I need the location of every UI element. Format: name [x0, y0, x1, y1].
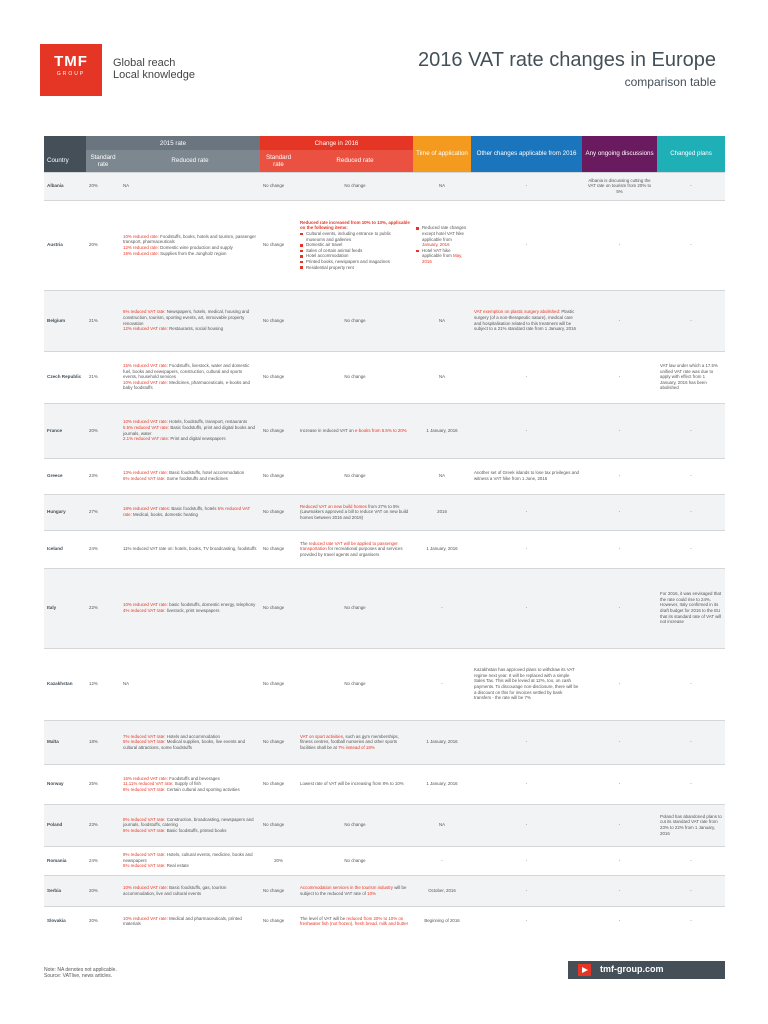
list-item: Sales of certain animal feeds: [300, 248, 410, 254]
header-2015-reduced: Reduced rate: [120, 150, 260, 172]
change-highlight: reduced from 20% to 10% on freshwater fish (not frozen), fresh bread, milk and butter: [300, 915, 409, 927]
changed-plans: VAT law under which a 17.5% unified VAT rate was due to apply with effect from 1 January, 2016 has been abolished: [660, 363, 718, 391]
footnote: [44, 967, 117, 979]
time-text: Reduced rate changes except hotel VAT hike applicable from: [422, 225, 467, 242]
reduced-rate-change: [297, 530, 413, 568]
rate-items: Basic foodstuffs, hotels: [170, 506, 218, 512]
reduced-rate-2015: [120, 804, 260, 846]
rate-items: Newspapers, hotels, medical, housing and construction, tourism, sporting events, art, immovable property renovation: [123, 309, 250, 326]
time-of-application: -: [441, 605, 443, 611]
std-rate-2015: 20%: [89, 887, 98, 893]
time-of-application: -: [441, 681, 443, 687]
reduced-rate-2015: [120, 764, 260, 804]
list-item: Domestic air travel: [300, 242, 410, 248]
other-changes: Another set of Greek islands to lose tax privileges and witness a VAT hike from 1 June, 2016: [474, 470, 579, 481]
changed-plans: -: [690, 781, 692, 787]
reduced-rate-2015: NA: [123, 183, 130, 189]
rate-items: Some foodstuffs and medicines: [165, 476, 228, 481]
rate-label: 10% reduced VAT rate:: [123, 419, 168, 425]
reduced-rate-change: No change: [344, 681, 366, 687]
change-text: The: [300, 540, 309, 546]
table-row-romania: [44, 846, 725, 875]
other-changes: -: [525, 887, 528, 893]
std-rate-2015: 25%: [89, 781, 98, 787]
tagline-line2: Local knowledge: [113, 69, 195, 81]
time-of-application: 1 January, 2016: [426, 546, 458, 552]
ongoing-discussions: -: [618, 857, 621, 863]
other-changes: -: [525, 427, 528, 433]
rate-items: Medical, books, domestic heating: [131, 512, 198, 517]
change-heading: Reduced rate increased from 10% to 13%, applicable on the following items:: [300, 219, 410, 231]
other-changes: -: [525, 918, 528, 924]
rate-label: 2.1% reduced VAT rate:: [123, 436, 170, 442]
change-highlight: 7% instead of 18%: [338, 744, 375, 750]
std-rate-change: No change: [263, 781, 285, 787]
reduced-rate-change: No change: [344, 605, 366, 611]
std-rate-2015: 21%: [89, 374, 98, 380]
country-name: Albania: [47, 183, 64, 189]
table-row-hungary: [44, 494, 725, 530]
rate-items: Foodstuffs, livestock, water and domestic fuel, books and newspapers, construction, cultural and sports events, household services: [123, 363, 250, 380]
header-2016-reduced: Reduced rate: [297, 150, 413, 172]
rate-label: 13% reduced VAT rate:: [123, 470, 168, 476]
rate-items: Medical and pharmaceuticals, printed materials: [123, 915, 242, 927]
country-name: Serbia: [47, 887, 62, 893]
time-of-application: [413, 200, 471, 290]
header-other-changes: Other changes applicable from 2016: [471, 136, 582, 172]
rate-label: 8% reduced VAT rate:: [123, 786, 166, 792]
reduced-rate-change: No change: [344, 374, 366, 380]
reduced-rate-2015: 11% reduced VAT rate on: hotels, books, TV broadcasting, foodstuffs: [123, 546, 257, 552]
table-row-italy: [44, 568, 725, 648]
header-time-of-application: Time of application: [413, 136, 471, 172]
list-item: Residential property rent: [300, 265, 410, 271]
std-rate-2015: 20%: [89, 427, 98, 433]
other-changes: -: [525, 509, 528, 515]
rate-label: 12% reduced rate:: [123, 245, 159, 250]
std-rate-change: No change: [263, 317, 285, 323]
rate-items: livestock, print newspapers: [165, 608, 220, 613]
change-text: Increase in reduced VAT on: [300, 427, 355, 433]
rate-label: 10% reduced rate:: [123, 233, 159, 239]
time-text: Hotel VAT hike applicable from: [422, 247, 454, 259]
reduced-rate-change: [297, 875, 413, 906]
ongoing-discussions: -: [618, 242, 621, 248]
std-rate-change: No change: [263, 427, 285, 433]
country-name: Hungary: [47, 509, 66, 515]
country-name: Romania: [47, 857, 67, 863]
std-rate-2015: 24%: [89, 857, 98, 863]
ongoing-discussions: -: [618, 887, 621, 893]
other-text: Plastic surgery (of a non-therapeutic nature), medical care and hospitalisation related to this treatment will be subject to a 21% standard rate from 1 January, 2016: [474, 309, 576, 332]
other-label: VAT exemption on plastic surgery abolished:: [474, 309, 561, 315]
time-of-application: 2016: [437, 509, 447, 515]
std-rate-change: No change: [263, 605, 285, 611]
rate-label: 19% reduced rate:: [123, 250, 159, 256]
change-highlight: reduced rate VAT will be applied to passenger transportation: [300, 540, 398, 552]
changed-plans: -: [690, 427, 692, 433]
header-ongoing-discussions: Any ongoing discussions: [582, 136, 657, 172]
country-name: Malta: [47, 739, 59, 745]
tmf-logo: [40, 44, 102, 96]
reduced-rate-change: No change: [344, 317, 366, 323]
table-row-greece: [44, 458, 725, 494]
change-text: The level of VAT will be: [300, 915, 347, 921]
other-changes: -: [525, 605, 528, 611]
reduced-rate-2015: [120, 458, 260, 494]
changed-plans: -: [690, 739, 692, 745]
rate-label: 10% reduced VAT rate:: [123, 884, 168, 890]
footer-url[interactable]: tmf-group.com: [600, 964, 664, 974]
header-2015-rate: 2015 rate: [86, 136, 260, 150]
table-row-poland: [44, 804, 725, 846]
rate-items: Foodstuffs and beverages: [167, 775, 220, 781]
rate-items: Foodstuffs, books, hotels and tourism, passenger transport, pharmaceuticals: [123, 233, 256, 245]
other-changes: -: [525, 374, 528, 380]
rate-items: Print and digital newspapers: [169, 436, 226, 442]
ongoing-discussions: -: [618, 918, 621, 924]
rate-label: 5% reduced VAT rate:: [123, 827, 166, 833]
table-row-france: [44, 403, 725, 458]
rate-items: Supply of fish: [173, 781, 201, 787]
other-changes: -: [525, 546, 528, 552]
time-of-application: NA: [438, 822, 446, 828]
time-of-application: 1 January, 2016: [426, 781, 458, 787]
list-item: Hotel accommodation: [300, 253, 410, 259]
rate-items: Hotels, cultural events, medicine, books and newspapers: [123, 852, 253, 863]
header-changed-plans: Changed plans: [657, 136, 725, 172]
rate-label: 15% reduced VAT rate:: [123, 363, 168, 369]
change-text: will be subject to the reduced VAT rate of: [300, 884, 407, 896]
rate-label: 5% reduced VAT rate:: [123, 506, 251, 517]
header-country: Country: [44, 150, 86, 172]
list-item: [416, 225, 468, 247]
reduced-rate-2015: [120, 875, 260, 906]
country-name: Poland: [47, 822, 63, 828]
std-rate-change: No change: [263, 822, 285, 828]
table-row-belgium: [44, 290, 725, 351]
changed-plans: -: [690, 857, 692, 863]
reduced-rate-change: [297, 906, 413, 936]
changed-plans: For 2016, it was envisaged that the rate could rise to 24%. However, Italy confirmed in its draft budget for 2016 to the EU that its standard rate of VAT will not increase: [660, 591, 722, 625]
table-row-slovakia: [44, 906, 725, 936]
ongoing-discussions: -: [618, 681, 621, 687]
std-rate-change: No change: [263, 509, 285, 515]
std-rate-2015: 20%: [89, 918, 98, 924]
std-rate-change: No change: [263, 546, 285, 552]
change-text: for recreational purposes and services provided by travel agents and organisers: [300, 546, 403, 557]
change-highlight: e-books from 5.5% to 20%: [354, 427, 407, 433]
ongoing-discussions: -: [618, 546, 621, 552]
document-subtitle: comparison table: [624, 75, 716, 89]
country-name: Belgium: [47, 317, 66, 323]
reduced-rate-2015: [120, 568, 260, 648]
rate-label: 11.11% reduced VAT rate:: [123, 781, 174, 787]
reduced-rate-change: No change: [344, 822, 366, 828]
other-changes: -: [525, 781, 528, 787]
rate-items: Supplies from the Jungholz region: [158, 250, 227, 256]
std-rate-change: No change: [263, 918, 285, 924]
changed-plans: -: [690, 242, 692, 248]
change-highlight: Reduced VAT on new build homes: [300, 503, 367, 509]
table-row-kazakhstan: [44, 648, 725, 720]
std-rate-2015: 22%: [89, 605, 98, 611]
list-item: Printed books, newspapers and magazines: [300, 259, 410, 265]
std-rate-change: No change: [263, 473, 285, 479]
rate-label: 18% reduced VAT rates:: [123, 506, 171, 512]
changed-plans: -: [690, 509, 692, 515]
reduced-rate-2015: [120, 846, 260, 875]
change-highlight: VAT on sport activities: [300, 733, 343, 739]
time-of-application: -: [441, 857, 443, 863]
time-of-application: Beginning of 2016: [424, 918, 460, 924]
rate-items: Basic foodstuffs, printed books: [165, 827, 227, 833]
other-changes: [471, 290, 582, 351]
other-changes: -: [525, 183, 528, 189]
reduced-rate-change: No change: [344, 183, 366, 189]
ongoing-discussions: -: [618, 374, 621, 380]
std-rate-2015: 23%: [89, 473, 98, 479]
rate-items: Restaurants, social housing: [167, 326, 224, 332]
std-rate-2015: 27%: [89, 509, 98, 515]
reduced-rate-change: No change: [344, 857, 366, 863]
changed-plans: -: [690, 546, 692, 552]
table-row-austria: [44, 200, 725, 290]
tagline-line1: Global reach: [113, 57, 176, 69]
rate-label: 6% reduced VAT rate:: [123, 476, 166, 481]
footnote-na: Note: NA denotes not applicable.: [44, 967, 117, 973]
country-name: Kazakhstan: [47, 681, 73, 687]
other-changes: -: [525, 739, 528, 745]
ongoing-discussions: -: [618, 509, 621, 515]
change-items-list: [300, 231, 410, 270]
rate-items: basic foodstuffs, domestic energy, telephony: [167, 602, 256, 608]
footnote-source: Source: VATlive, news articles.: [44, 973, 113, 979]
std-rate-2015: 20%: [89, 242, 98, 248]
table-row-malta: [44, 720, 725, 764]
std-rate-change: 20%: [274, 857, 283, 863]
std-rate-change: No change: [263, 183, 285, 189]
ongoing-discussions: -: [618, 822, 621, 828]
footer-link[interactable]: [568, 961, 725, 979]
list-item: [416, 248, 468, 265]
header-change-2016: Change in 2016: [260, 136, 413, 150]
rate-items: Basic foodstuffs, gas, tourism accommodation, live and cultural events: [123, 884, 227, 896]
rate-label: 10% reduced VAT rate:: [123, 379, 168, 385]
changed-plans: -: [690, 887, 692, 893]
rate-label: 6% reduced VAT rate:: [123, 309, 166, 315]
rate-items: Certain cultural and sporting activities: [165, 786, 240, 792]
reduced-rate-2015: [120, 290, 260, 351]
std-rate-change: No change: [263, 374, 285, 380]
other-changes: -: [525, 857, 528, 863]
rate-label: 15% reduced VAT rate:: [123, 775, 168, 781]
reduced-rate-2015: [120, 720, 260, 764]
time-of-application: NA: [438, 183, 446, 189]
time-of-application: 1 January, 2016: [426, 427, 458, 433]
country-name: Slovakia: [47, 918, 66, 924]
time-list: [416, 225, 468, 264]
header-2015-standard: Standard rate: [86, 150, 120, 172]
changed-plans: -: [690, 681, 692, 687]
country-name: Iceland: [47, 546, 63, 552]
other-changes: Kazakhstan has approved plans to withdraw its VAT regime next year. It will be replaced with a simple Sales Tax. This will be levied at 12%, too, on cash payments. To discourage non-disclosure, there will be a discount on this for invoices settled by bank transfers - the rate will be 7%: [474, 667, 579, 701]
country-name: Norway: [47, 781, 64, 787]
reduced-rate-change: [297, 403, 413, 458]
reduced-rate-2015: [120, 403, 260, 458]
std-rate-2015: 20%: [89, 183, 98, 189]
rate-items: Medicines, pharmaceuticals, e-books and baby foodstuffs: [123, 379, 250, 391]
changed-plans: -: [690, 918, 692, 924]
rate-label: 5% reduced VAT rate:: [123, 739, 166, 745]
rate-label: 4% reduced VAT rate:: [123, 608, 166, 613]
document-title: 2016 VAT rate changes in Europe: [418, 49, 716, 71]
std-rate-2015: 21%: [89, 317, 98, 323]
country-name: Czech Republic: [47, 374, 82, 380]
reduced-rate-2015: [120, 351, 260, 403]
change-text: , such as gym memberships, fitness centres, football nurseries and other sports facilities shall be at: [300, 733, 399, 750]
table-row-iceland: [44, 530, 725, 568]
std-rate-2015: 23%: [89, 822, 98, 828]
table-row-norway: [44, 764, 725, 804]
reduced-rate-2015: [120, 494, 260, 530]
changed-plans: -: [690, 317, 692, 323]
rate-label: 12% reduced VAT rate:: [123, 326, 168, 332]
rate-items: Real estate: [165, 863, 189, 869]
std-rate-change: No change: [263, 681, 285, 687]
table-row-czech-republic: [44, 351, 725, 403]
ongoing-discussions: -: [618, 739, 621, 745]
std-rate-2015: 24%: [89, 546, 98, 552]
header-blank: [44, 136, 86, 150]
table-row-serbia: [44, 875, 725, 906]
rate-label: 5% reduced VAT rate:: [123, 863, 166, 869]
tagline: [113, 57, 195, 81]
ongoing-discussions: -: [618, 605, 621, 611]
rate-items: Domestic wine production and supply: [158, 245, 233, 250]
std-rate-change: No change: [263, 242, 285, 248]
ongoing-discussions: Albania is discussing cutting the VAT rate on tourism from 20% to 5%: [587, 177, 652, 194]
rate-items: Hotels, foodstuffs, transport, restaurants: [167, 419, 248, 425]
rate-label: 10% reduced VAT rate:: [123, 602, 168, 608]
rate-label: 7% reduced VAT rate:: [123, 733, 166, 739]
time-of-application: 1 January, 2016: [426, 739, 458, 745]
change-text: from 27% to 5% (Lawmakers approved a bill to reduce VAT on new build homes between 2016 and 2019): [300, 503, 409, 520]
other-changes: -: [525, 242, 528, 248]
reduced-rate-change: [297, 494, 413, 530]
change-highlight: Accommodation services in the tourism industry: [300, 884, 393, 890]
reduced-rate-change: [297, 200, 413, 290]
ongoing-discussions: -: [618, 473, 621, 479]
reduced-rate-2015: NA: [123, 681, 130, 687]
country-name: Austria: [47, 242, 63, 248]
time-date: January, 2016: [422, 242, 450, 248]
std-rate-change: No change: [263, 887, 285, 893]
country-name: Italy: [47, 605, 57, 611]
other-changes: -: [525, 822, 528, 828]
rate-label: 8% reduced VAT rate:: [123, 816, 166, 822]
vat-comparison-table: [44, 136, 725, 936]
ongoing-discussions: -: [618, 781, 621, 787]
reduced-rate-2015: [120, 906, 260, 936]
play-icon: [578, 964, 591, 976]
rate-items: Basic foodstuffs, print and digital books and journals, water: [123, 424, 255, 436]
reduced-rate-2015: [120, 200, 260, 290]
table-row-albania: [44, 172, 725, 200]
reduced-rate-change: [297, 720, 413, 764]
rate-items: Hotels and accommodation: [165, 733, 220, 739]
time-of-application: NA: [438, 473, 446, 479]
header-2016-standard: Standard rate: [260, 150, 297, 172]
country-name: Greece: [47, 473, 63, 479]
time-of-application: October, 2016: [428, 887, 456, 893]
logo-text: TMF: [54, 53, 88, 70]
reduced-rate-change: No change: [344, 473, 366, 479]
rate-label: 10% reduced VAT rate:: [123, 915, 168, 921]
reduced-rate-change: Lowest rate of VAT will be increasing from 8% to 10%: [300, 781, 404, 787]
changed-plans: -: [690, 473, 692, 479]
time-of-application: NA: [438, 317, 446, 323]
list-item: Cultural events, including entrance to public museums and galleries: [300, 231, 410, 242]
std-rate-change: No change: [263, 739, 285, 745]
time-of-application: NA: [438, 374, 446, 380]
logo-sub: GROUP: [56, 71, 86, 77]
rate-items: Medical supplies, books, live events and cultural attractions, some foodstuffs: [123, 739, 246, 750]
rate-items: Basic foodstuffs, hotel accommodation: [167, 470, 245, 476]
changed-plans: Poland has abandoned plans to cut its standard VAT rate from 23% to 22% from 1 January, 2016: [660, 813, 722, 836]
ongoing-discussions: -: [618, 317, 621, 323]
change-highlight: 10%: [367, 890, 376, 896]
changed-plans: -: [690, 183, 692, 189]
country-name: France: [47, 427, 63, 433]
rate-items: Construction, broadcasting, newspapers and journals, foodstuffs, catering: [123, 816, 254, 828]
rate-label: 5.5% reduced VAT rate:: [123, 424, 170, 430]
std-rate-2015: 12%: [89, 681, 98, 687]
ongoing-discussions: -: [618, 427, 621, 433]
time-date: May, 2016: [422, 253, 463, 264]
std-rate-2015: 18%: [89, 739, 98, 745]
rate-label: 9% reduced VAT rate:: [123, 852, 166, 858]
